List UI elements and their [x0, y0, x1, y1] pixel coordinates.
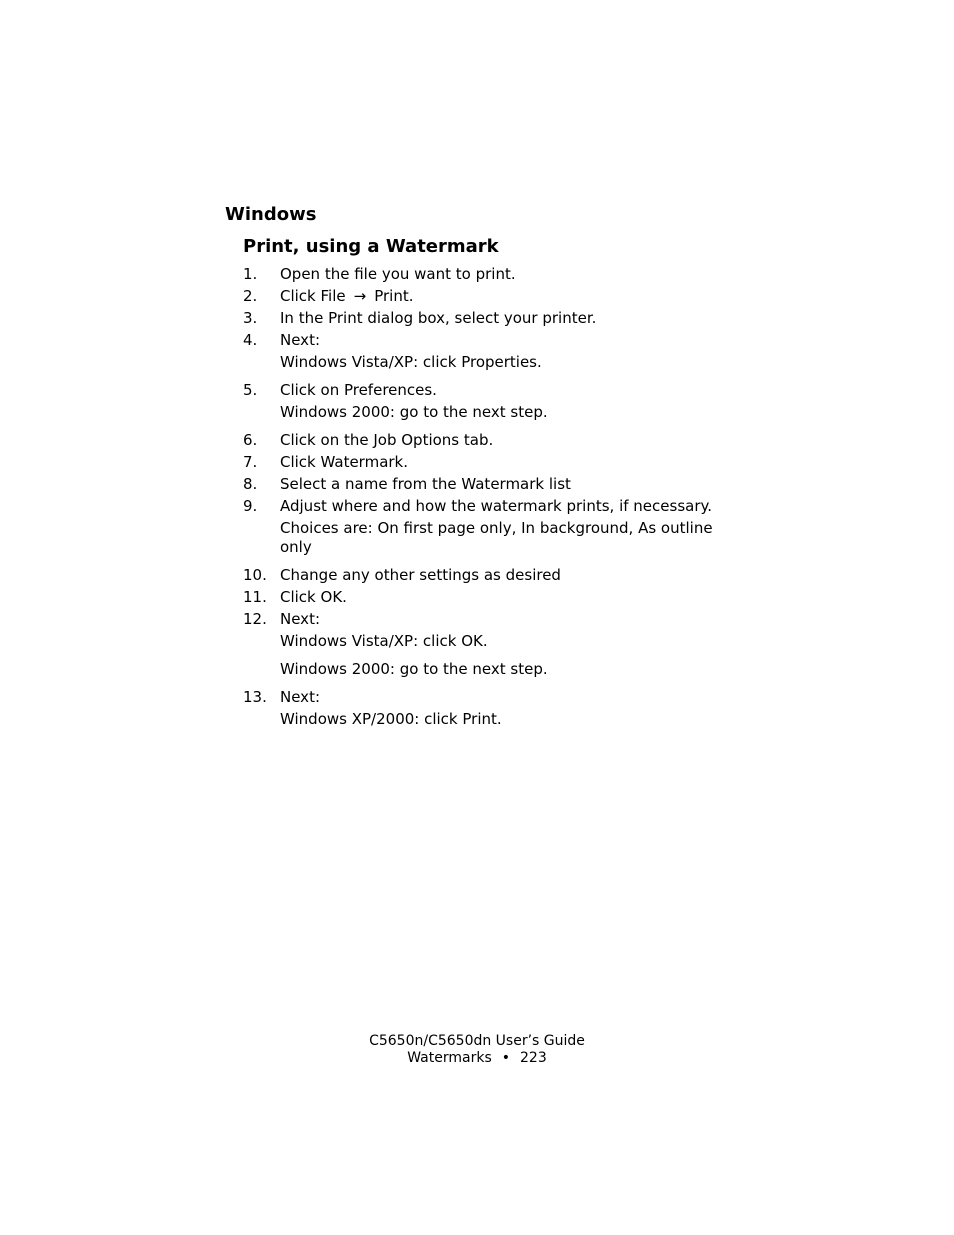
list-item — [243, 475, 733, 494]
steps-list — [243, 265, 733, 732]
step-text-after: Print. — [374, 287, 414, 305]
step-subtext: Windows 2000: go to the next step. — [280, 403, 548, 421]
subsection-heading: Print, using a Watermark — [243, 236, 499, 257]
step-number: 2. — [243, 287, 258, 305]
list-item — [243, 497, 733, 557]
list-item — [243, 381, 733, 422]
guide-title: C5650n/C5650dn User’s Guide — [369, 1033, 585, 1049]
step-text: Select a name from the Watermark list — [280, 475, 571, 493]
list-item — [243, 431, 733, 450]
step-subtext: Windows XP/2000: click Print. — [280, 710, 502, 728]
list-item — [243, 688, 733, 729]
footer-section-line — [0, 1050, 954, 1067]
page-footer — [0, 1033, 954, 1067]
step-text: Click Watermark. — [280, 453, 409, 471]
list-item — [243, 588, 733, 607]
list-item — [243, 610, 733, 679]
page-number: 223 — [520, 1050, 547, 1066]
step-subtext: Windows 2000: go to the next step. — [280, 660, 548, 678]
section-heading: Windows — [225, 204, 317, 225]
step-number: 6. — [243, 431, 258, 449]
list-item — [243, 287, 733, 306]
list-item — [243, 265, 733, 284]
list-item — [243, 309, 733, 328]
step-text: Next: — [280, 331, 320, 349]
step-text: Click on the Job Options tab. — [280, 431, 494, 449]
list-item — [243, 566, 733, 585]
list-item — [243, 453, 733, 472]
step-text — [280, 287, 733, 306]
step-number: 11. — [243, 588, 267, 606]
step-number: 1. — [243, 265, 258, 283]
step-text-before: Click File — [280, 287, 346, 305]
step-text: Next: — [280, 610, 320, 628]
step-number: 13. — [243, 688, 267, 706]
step-number: 4. — [243, 331, 258, 349]
step-text: Change any other settings as desired — [280, 566, 561, 584]
step-number: 12. — [243, 610, 267, 628]
step-text: Click on Preferences. — [280, 381, 437, 399]
section-name: Watermarks — [407, 1050, 492, 1066]
step-subtext: Windows Vista/XP: click Properties. — [280, 353, 542, 371]
step-number: 9. — [243, 497, 258, 515]
step-subtext: Windows Vista/XP: click OK. — [280, 632, 488, 650]
step-text: Adjust where and how the watermark prints, if necessary. — [280, 497, 713, 515]
step-text: Click OK. — [280, 588, 347, 606]
step-subtext: Choices are: On first page only, In background, As outline only — [280, 519, 713, 556]
step-number: 10. — [243, 566, 267, 584]
arrow-right-icon: → — [353, 287, 367, 305]
step-text: In the Print dialog box, select your printer. — [280, 309, 597, 327]
bullet-separator: • — [501, 1050, 511, 1066]
step-number: 7. — [243, 453, 258, 471]
step-number: 5. — [243, 381, 258, 399]
step-number: 8. — [243, 475, 258, 493]
list-item — [243, 331, 733, 372]
step-text: Next: — [280, 688, 320, 706]
step-number: 3. — [243, 309, 258, 327]
step-text: Open the file you want to print. — [280, 265, 516, 283]
